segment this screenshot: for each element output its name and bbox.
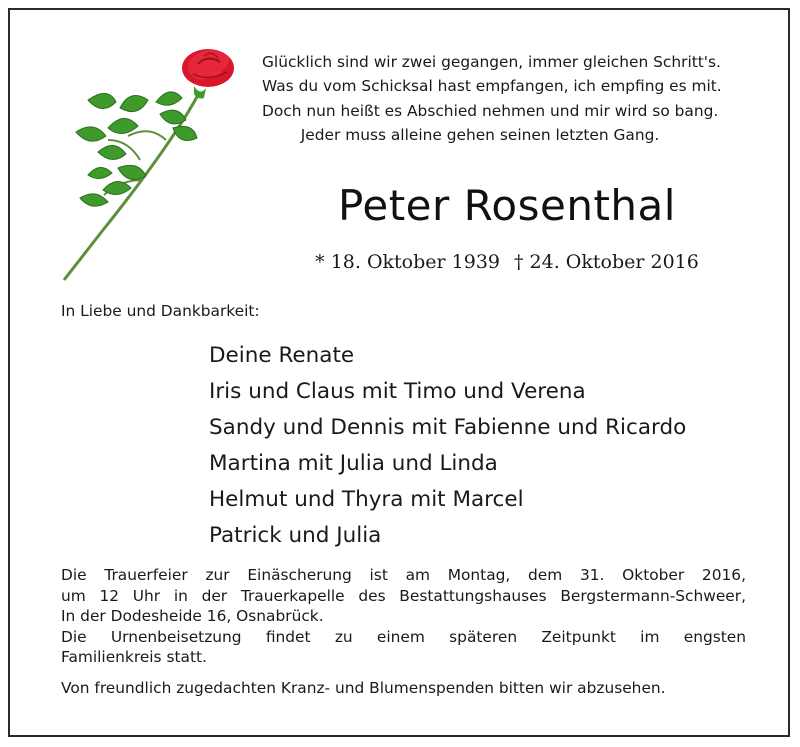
flower-request: Von freundlich zugedachten Kranz- und Blumenspenden bitten wir abzusehen. — [61, 678, 666, 697]
family-member: Sandy und Dennis mit Fabienne und Ricardo — [209, 415, 687, 440]
birth-date: * 18. Oktober 1939 — [315, 251, 500, 273]
family-member: Iris und Claus mit Timo und Verena — [209, 379, 586, 404]
poem-line: Was du vom Schicksal hast empfangen, ich empfing es mit. — [262, 77, 722, 96]
family-member: Patrick und Julia — [209, 523, 382, 548]
poem-line: Glücklich sind wir zwei gegangen, immer gleichen Schritt's. — [262, 53, 721, 71]
ceremony-address: In der Dodesheide 16, Osnabrück. — [61, 607, 324, 625]
ceremony-line: um 12 Uhr in der Trauerkapelle des Bestattungshauses Bergstermann-Schweer, — [61, 586, 746, 605]
rose-blossom-icon — [182, 49, 234, 87]
funeral-details — [61, 565, 746, 698]
urn-burial-line: Familienkreis statt. — [61, 648, 207, 666]
death-date: † 24. Oktober 2016 — [514, 251, 699, 273]
poem-line: Jeder muss alleine gehen seinen letzten Gang. — [300, 125, 660, 144]
family-list — [209, 338, 686, 554]
greeting: In Liebe und Dankbarkeit: — [61, 302, 260, 320]
rose-illustration — [48, 40, 248, 285]
poem — [262, 50, 722, 147]
urn-burial-line: Die Urnenbeisetzung findet zu einem späteren Zeitpunkt im engsten — [61, 627, 746, 646]
ceremony-line: Die Trauerfeier zur Einäscherung ist am Montag, dem 31. Oktober 2016, — [61, 566, 746, 584]
poem-line: Doch nun heißt es Abschied nehmen und mir wird so bang. — [262, 101, 719, 120]
family-member: Deine Renate — [209, 343, 355, 368]
family-member: Martina mit Julia und Linda — [209, 451, 498, 476]
deceased-name: Peter Rosenthal — [338, 181, 676, 230]
family-member: Helmut und Thyra mit Marcel — [209, 487, 524, 512]
life-dates — [260, 251, 754, 273]
